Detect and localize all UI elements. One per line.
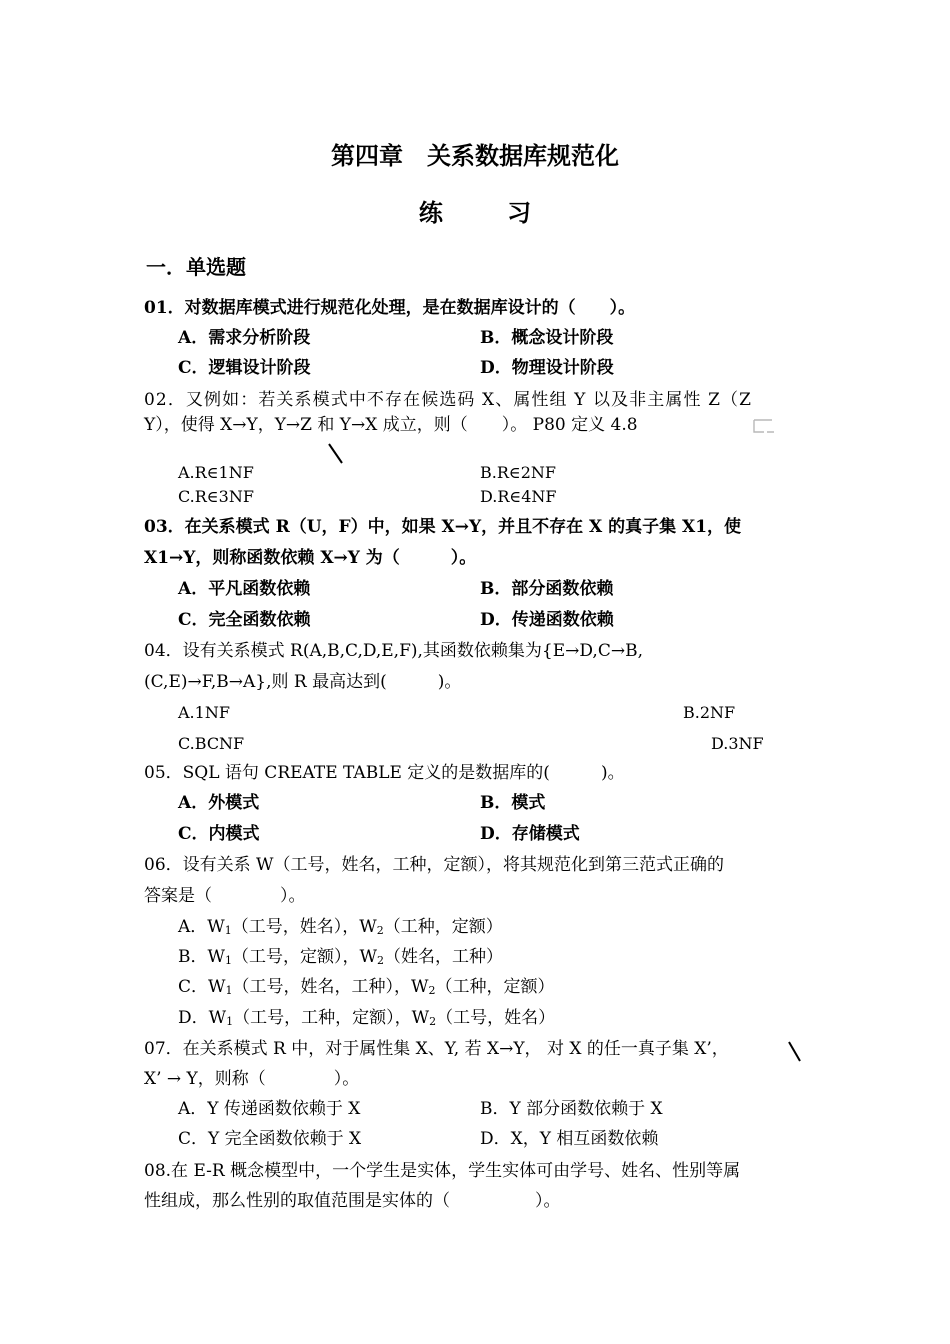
question-03-line-1: 03．在关系模式 R（U，F）中，如果 X→Y，并且不存在 X 的真子集 X1，使: [144, 517, 742, 537]
question-07-line-2: X’ → Y，则称（ ）。: [144, 1069, 360, 1089]
question-04-line-2: (C,E)→F,B→A},则 R 最高达到( )。: [144, 672, 462, 692]
question-04-option-c: C.BCNF: [178, 734, 245, 753]
question-05-option-a: A．外模式: [178, 793, 260, 813]
question-01-option-d: D．物理设计阶段: [480, 358, 614, 378]
question-08-line-2: 性组成，那么性别的取值范围是实体的（ ）。: [144, 1191, 561, 1211]
question-04-option-a: A.1NF: [178, 703, 230, 722]
question-04-option-d: D.3NF: [711, 734, 764, 753]
question-04-option-b: B.2NF: [683, 703, 736, 722]
question-08-line-1: 08.在 E-R 概念模型中，一个学生是实体，学生实体可由学号、姓名、性别等属: [144, 1161, 741, 1181]
question-06-option-b: B．$W_1$（工号，定额），$W_2$（姓名，工种）: [178, 947, 503, 967]
comment-icon: [752, 418, 776, 436]
question-01-option-b: B．概念设计阶段: [480, 328, 614, 348]
question-01-option-c: C．逻辑设计阶段: [178, 358, 311, 378]
question-03-option-b: B．部分函数依赖: [480, 579, 614, 599]
question-06-option-c: C．$W_1$（工号，姓名，工种），$W_2$（工种，定额）: [178, 977, 555, 997]
question-07-option-a: A．Y 传递函数依赖于 X: [178, 1099, 361, 1119]
section-heading: 一．单选题: [146, 255, 246, 279]
question-07-option-d: D．X，Y 相互函数依赖: [480, 1129, 659, 1149]
question-07-option-c: C．Y 完全函数依赖于 X: [178, 1129, 362, 1149]
question-03-option-d: D．传递函数依赖: [480, 610, 614, 630]
question-02-line-2: Y），使得 X→Y，Y→Z 和 Y→X 成立，则（ ）。 P80 定义 4.8: [144, 415, 638, 435]
stray-stroke-mark: [786, 1040, 804, 1064]
question-02-option-d: D.R∈4NF: [480, 487, 557, 506]
question-05-option-c: C．内模式: [178, 824, 260, 844]
question-07-option-b: B．Y 部分函数依赖于 X: [480, 1099, 663, 1119]
question-01-option-a: A．需求分析阶段: [178, 328, 311, 348]
stray-stroke-mark: [326, 442, 346, 466]
question-02-line-1: 02．又例如：若关系模式中不存在候选码 X、属性组 Y 以及非主属性 Z（Z: [144, 390, 752, 410]
question-05-stem: 05．SQL 语句 CREATE TABLE 定义的是数据库的( )。: [144, 763, 625, 783]
question-02-option-c: C.R∈3NF: [178, 487, 254, 506]
question-06-line-2: 答案是（ ）。: [144, 886, 306, 906]
question-03-option-a: A．平凡函数依赖: [178, 579, 311, 599]
question-06-option-a: A．$W_1$（工号，姓名），$W_2$（工种，定额）: [178, 917, 503, 937]
question-03-option-c: C．完全函数依赖: [178, 610, 311, 630]
question-04-line-1: 04．设有关系模式 R(A,B,C,D,E,F),其函数依赖集为{E→D,C→B,: [144, 641, 643, 661]
question-02-option-b: B.R∈2NF: [480, 463, 557, 482]
subtitle: 练 习: [418, 198, 560, 227]
chapter-title: 第四章 关系数据库规范化: [331, 141, 619, 170]
question-06-option-d: D．$W_1$（工号，工种，定额），$W_2$（工号，姓名）: [178, 1008, 556, 1028]
question-05-option-d: D．存储模式: [480, 824, 580, 844]
question-07-line-1: 07．在关系模式 R 中，对于属性集 X、Y, 若 X→Y， 对 X 的任一真子集 X’，: [144, 1039, 729, 1059]
question-05-option-b: B．模式: [480, 793, 546, 813]
question-03-line-2: X1→Y，则称函数依赖 X→Y 为（ ）。: [144, 548, 477, 568]
question-06-line-1: 06．设有关系 W（工号，姓名，工种，定额），将其规范化到第三范式正确的: [144, 855, 725, 875]
question-02-option-a: A.R∈1NF: [178, 463, 254, 482]
question-01-stem: 01．对数据库模式进行规范化处理，是在数据库设计的（ ）。: [144, 298, 636, 318]
